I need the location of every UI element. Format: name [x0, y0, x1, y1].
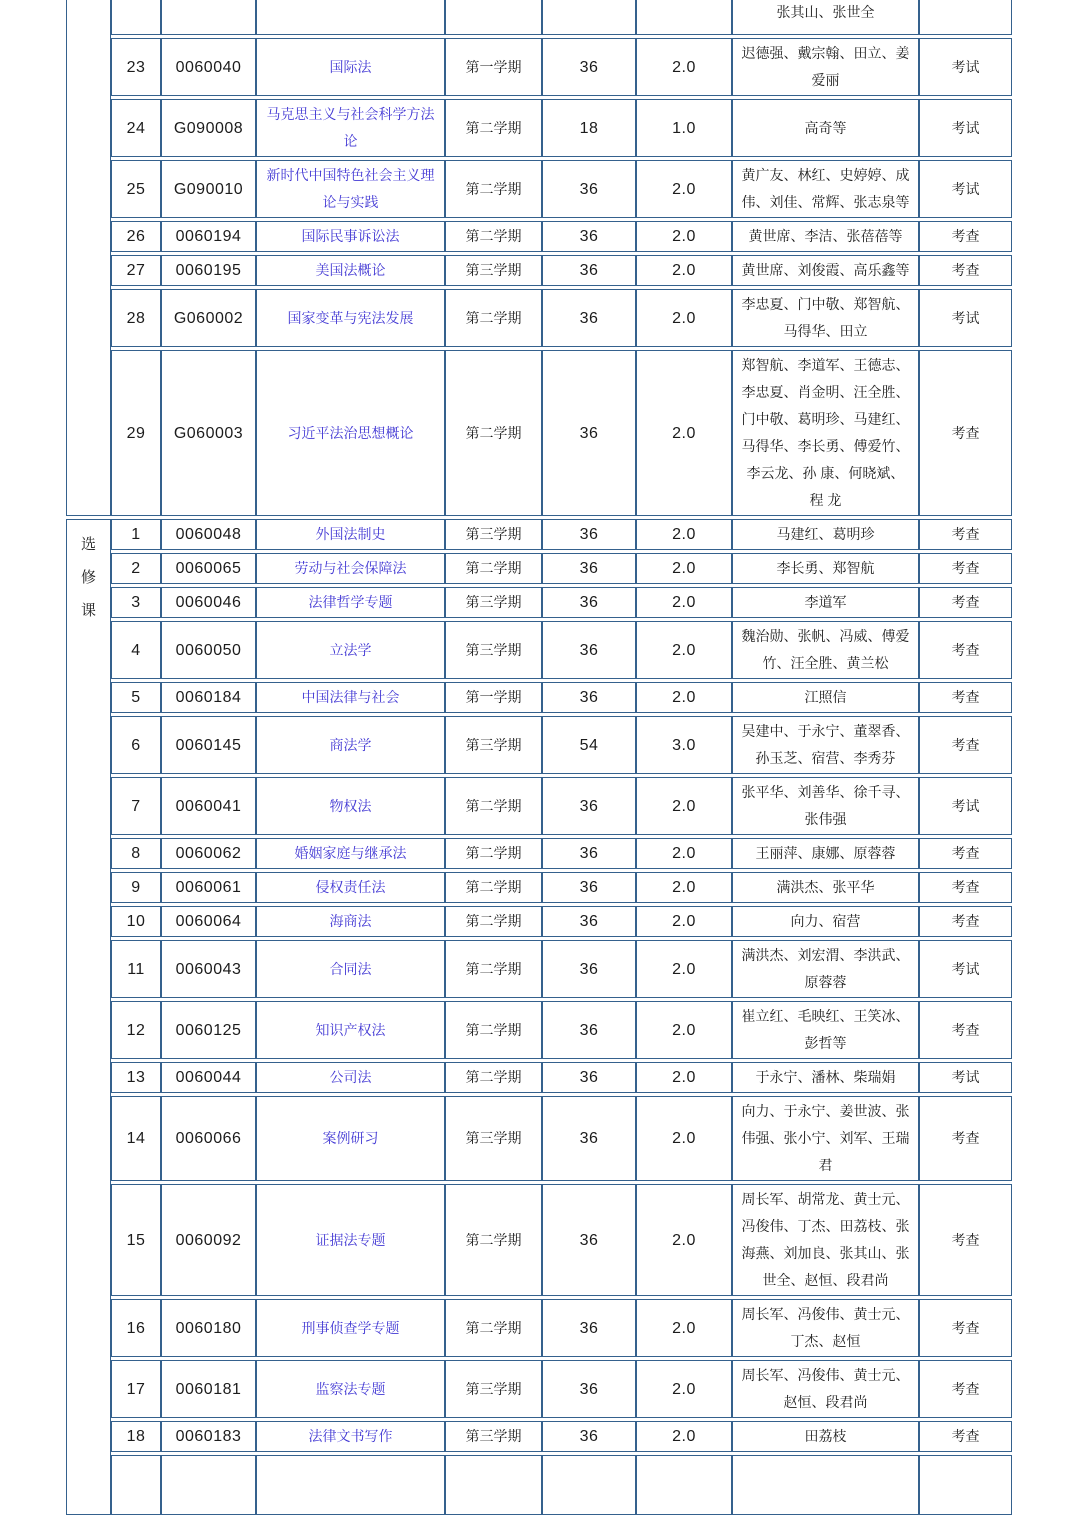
exam-type-cell: 考查	[919, 587, 1012, 618]
hours-cell: 36	[542, 1360, 636, 1418]
exam-type-cell: 考查	[919, 1421, 1012, 1452]
course-name-cell	[256, 838, 445, 869]
course-name-cell	[256, 1184, 445, 1296]
course-name-link[interactable]: 国际民事诉讼法	[301, 228, 400, 244]
table-row	[66, 1096, 1012, 1181]
credits-cell: 2.0	[636, 587, 732, 618]
hours-cell: 36	[542, 553, 636, 584]
course-name-link[interactable]: 案例研习	[322, 1130, 379, 1146]
teachers-cell: 满洪杰、刘宏渭、李洪武、原蓉蓉	[732, 940, 919, 998]
hours-cell: 36	[542, 1096, 636, 1181]
course-name-link[interactable]: 海商法	[329, 913, 372, 929]
course-code-cell-empty	[161, 1455, 256, 1515]
credits-cell: 2.0	[636, 838, 732, 869]
course-name-link[interactable]: 合同法	[329, 960, 372, 977]
semester-cell: 第二学期	[445, 1001, 542, 1059]
course-name-cell	[256, 940, 445, 998]
course-code-cell: 0060041	[161, 777, 256, 835]
exam-type-cell: 考试	[919, 160, 1012, 218]
course-name-cell	[256, 221, 445, 252]
course-name-cell	[256, 99, 445, 157]
course-code-cell: 0060065	[161, 553, 256, 584]
course-name-cell	[256, 255, 445, 286]
table-row	[66, 1001, 1012, 1059]
course-name-cell	[256, 621, 445, 679]
semester-cell: 第三学期	[445, 1421, 542, 1452]
row-number-cell: 2	[111, 553, 161, 584]
row-number-cell: 1	[111, 519, 161, 550]
teachers-cell: 李长勇、郑智航	[732, 553, 919, 584]
table-row	[66, 940, 1012, 998]
category-elective-label: 修	[80, 569, 96, 586]
teachers-cell: 李道军	[732, 587, 919, 618]
category-elective-label: 选	[80, 536, 96, 553]
exam-type-cell: 考查	[919, 519, 1012, 550]
semester-cell-empty	[445, 1455, 542, 1515]
course-name-cell	[256, 777, 445, 835]
teachers-cell: 迟德强、戴宗翰、田立、姜爱丽	[732, 38, 919, 96]
table-row	[66, 38, 1012, 96]
hours-cell: 36	[542, 1421, 636, 1452]
credits-cell: 2.0	[636, 1062, 732, 1093]
credits-cell-empty	[636, 0, 732, 35]
semester-cell: 第二学期	[445, 289, 542, 347]
course-name-link[interactable]: 国家变革与宪法发展	[287, 309, 414, 326]
category-cell-empty	[66, 0, 111, 516]
course-name-cell	[256, 1001, 445, 1059]
semester-cell: 第三学期	[445, 1360, 542, 1418]
hours-cell: 36	[542, 587, 636, 618]
row-number-cell: 11	[111, 940, 161, 998]
table-row	[66, 716, 1012, 774]
credits-cell: 2.0	[636, 160, 732, 218]
semester-cell: 第三学期	[445, 587, 542, 618]
course-name-link[interactable]: 监察法专题	[315, 1380, 386, 1397]
exam-type-cell: 考试	[919, 38, 1012, 96]
course-name-link[interactable]: 侵权责任法	[315, 879, 386, 895]
hours-cell: 36	[542, 872, 636, 903]
table-row	[66, 221, 1012, 252]
course-table	[66, 0, 1012, 1518]
course-name-cell-empty	[256, 0, 445, 35]
table-row	[66, 682, 1012, 713]
hours-cell: 36	[542, 1299, 636, 1357]
table-row	[66, 1421, 1012, 1452]
course-name-link[interactable]: 婚姻家庭与继承法	[294, 845, 407, 861]
exam-type-cell: 考试	[919, 289, 1012, 347]
course-name-link[interactable]: 证据法专题	[315, 1231, 386, 1248]
course-name-cell	[256, 1421, 445, 1452]
credits-cell: 2.0	[636, 1299, 732, 1357]
teachers-cell: 黄广友、林红、史婷婷、成伟、刘佳、常辉、张志泉等	[732, 160, 919, 218]
semester-cell: 第二学期	[445, 906, 542, 937]
exam-type-cell-empty	[919, 0, 1012, 35]
row-number-cell-empty	[111, 1455, 161, 1515]
course-code-cell: 0060062	[161, 838, 256, 869]
row-number-cell: 13	[111, 1062, 161, 1093]
table-row	[66, 553, 1012, 584]
credits-cell: 2.0	[636, 350, 732, 516]
credits-cell: 2.0	[636, 1001, 732, 1059]
course-code-cell: 0060061	[161, 872, 256, 903]
credits-cell: 2.0	[636, 519, 732, 550]
exam-type-cell: 考查	[919, 906, 1012, 937]
course-code-cell: 0060044	[161, 1062, 256, 1093]
credits-cell: 2.0	[636, 38, 732, 96]
credits-cell: 2.0	[636, 255, 732, 286]
exam-type-cell: 考查	[919, 621, 1012, 679]
course-code-cell: 0060184	[161, 682, 256, 713]
row-number-cell: 23	[111, 38, 161, 96]
row-number-cell: 3	[111, 587, 161, 618]
exam-type-cell: 考查	[919, 1096, 1012, 1181]
row-number-cell: 27	[111, 255, 161, 286]
course-code-cell: G090010	[161, 160, 256, 218]
course-code-cell: 0060145	[161, 716, 256, 774]
teachers-cell: 向力、宿营	[732, 906, 919, 937]
course-name-cell	[256, 1096, 445, 1181]
credits-cell: 2.0	[636, 1096, 732, 1181]
course-code-cell-empty	[161, 0, 256, 35]
teachers-cell: 黄世席、刘俊霞、高乐鑫等	[732, 255, 919, 286]
teachers-cell: 李忠夏、门中敬、郑智航、马得华、田立	[732, 289, 919, 347]
semester-cell: 第二学期	[445, 350, 542, 516]
course-name-link[interactable]: 商法学	[329, 736, 372, 753]
table-row	[66, 621, 1012, 679]
course-name-link[interactable]: 知识产权法	[315, 1021, 386, 1038]
course-code-cell: 0060046	[161, 587, 256, 618]
semester-cell: 第二学期	[445, 872, 542, 903]
course-code-cell: 0060066	[161, 1096, 256, 1181]
hours-cell: 36	[542, 682, 636, 713]
row-number-cell: 17	[111, 1360, 161, 1418]
row-number-cell: 10	[111, 906, 161, 937]
teachers-cell: 郑智航、李道军、王德志、李忠夏、肖金明、汪全胜、门中敬、葛明珍、马建红、马得华、李长勇、傅爱竹、李云龙、孙 康、何晓斌、程 龙	[732, 350, 919, 516]
table-row	[66, 99, 1012, 157]
row-number-cell: 29	[111, 350, 161, 516]
hours-cell: 36	[542, 38, 636, 96]
hours-cell: 36	[542, 621, 636, 679]
teachers-cell: 吴建中、于永宁、董翠香、孙玉芝、宿营、李秀芬	[732, 716, 919, 774]
table-row	[66, 350, 1012, 516]
semester-cell: 第二学期	[445, 838, 542, 869]
course-name-cell	[256, 519, 445, 550]
credits-cell: 2.0	[636, 289, 732, 347]
semester-cell: 第一学期	[445, 38, 542, 96]
row-number-cell: 18	[111, 1421, 161, 1452]
exam-type-cell: 考查	[919, 838, 1012, 869]
course-code-cell: 0060043	[161, 940, 256, 998]
table-row	[66, 160, 1012, 218]
semester-cell: 第二学期	[445, 99, 542, 157]
credits-cell: 2.0	[636, 872, 732, 903]
course-code-cell: 0060048	[161, 519, 256, 550]
row-number-cell: 26	[111, 221, 161, 252]
row-number-cell: 25	[111, 160, 161, 218]
hours-cell: 36	[542, 350, 636, 516]
exam-type-cell: 考查	[919, 682, 1012, 713]
course-name-link[interactable]: 劳动与社会保障法	[294, 560, 407, 576]
course-name-link[interactable]: 习近平法治思想概论	[287, 424, 414, 441]
teachers-cell: 向力、于永宁、姜世波、张伟强、张小宁、刘军、王瑞君	[732, 1096, 919, 1181]
semester-cell: 第三学期	[445, 716, 542, 774]
teachers-cell: 周长军、胡常龙、黄士元、冯俊伟、丁杰、田荔枝、张海燕、刘加良、张其山、张世全、赵恒、段君尚	[732, 1184, 919, 1296]
course-name-link[interactable]: 法律文书写作	[308, 1428, 393, 1444]
exam-type-cell: 考试	[919, 1062, 1012, 1093]
course-name-cell	[256, 587, 445, 618]
hours-cell: 36	[542, 906, 636, 937]
course-code-cell: 0060125	[161, 1001, 256, 1059]
course-name-link[interactable]: 物权法	[329, 797, 372, 814]
semester-cell: 第一学期	[445, 682, 542, 713]
table-row	[66, 255, 1012, 286]
credits-cell: 2.0	[636, 940, 732, 998]
semester-cell: 第三学期	[445, 1096, 542, 1181]
row-number-cell: 28	[111, 289, 161, 347]
hours-cell: 36	[542, 777, 636, 835]
table-row-partial-bottom	[66, 1455, 1012, 1515]
table-row	[66, 289, 1012, 347]
hours-cell: 36	[542, 519, 636, 550]
hours-cell: 36	[542, 160, 636, 218]
table-row	[66, 1062, 1012, 1093]
row-number-cell: 16	[111, 1299, 161, 1357]
semester-cell: 第二学期	[445, 1184, 542, 1296]
course-name-link[interactable]: 公司法	[329, 1069, 372, 1085]
teachers-cell: 周长军、冯俊伟、黄士元、赵恒、段君尚	[732, 1360, 919, 1418]
credits-cell: 2.0	[636, 221, 732, 252]
table-row	[66, 519, 1012, 550]
semester-cell-empty	[445, 0, 542, 35]
teachers-cell: 魏治勋、张帆、冯威、傅爱竹、汪全胜、黄兰松	[732, 621, 919, 679]
course-code-cell: 0060050	[161, 621, 256, 679]
row-number-cell: 6	[111, 716, 161, 774]
exam-type-cell: 考查	[919, 553, 1012, 584]
course-code-cell: 0060181	[161, 1360, 256, 1418]
course-name-cell	[256, 553, 445, 584]
table-row	[66, 1299, 1012, 1357]
teachers-cell: 田荔枝	[732, 1421, 919, 1452]
row-number-cell: 15	[111, 1184, 161, 1296]
credits-cell: 2.0	[636, 1360, 732, 1418]
semester-cell: 第三学期	[445, 621, 542, 679]
semester-cell: 第二学期	[445, 553, 542, 584]
course-code-cell: 0060195	[161, 255, 256, 286]
semester-cell: 第三学期	[445, 519, 542, 550]
exam-type-cell: 考试	[919, 940, 1012, 998]
course-name-cell	[256, 872, 445, 903]
teachers-cell: 张平华、刘善华、徐千寻、张伟强	[732, 777, 919, 835]
table-row	[66, 838, 1012, 869]
course-code-cell: 0060040	[161, 38, 256, 96]
hours-cell: 36	[542, 255, 636, 286]
course-name-link[interactable]: 国际法	[329, 58, 372, 75]
credits-cell: 2.0	[636, 777, 732, 835]
course-name-link[interactable]: 法律哲学专题	[308, 594, 393, 610]
course-name-link[interactable]: 刑事侦查学专题	[301, 1319, 400, 1336]
category-cell-elective	[66, 519, 111, 1515]
course-name-link[interactable]: 外国法制史	[315, 526, 386, 542]
hours-cell: 54	[542, 716, 636, 774]
course-name-link[interactable]: 美国法概论	[315, 262, 386, 278]
table-row	[66, 906, 1012, 937]
exam-type-cell: 考查	[919, 872, 1012, 903]
exam-type-cell: 考查	[919, 1184, 1012, 1296]
teachers-cell: 高奇等	[732, 99, 919, 157]
course-name-link[interactable]: 中国法律与社会	[301, 689, 400, 705]
course-name-cell	[256, 38, 445, 96]
teachers-cell: 黄世席、李洁、张蓓蓓等	[732, 221, 919, 252]
semester-cell: 第三学期	[445, 255, 542, 286]
course-name-cell	[256, 906, 445, 937]
course-code-cell: 0060180	[161, 1299, 256, 1357]
row-number-cell-empty	[111, 0, 161, 35]
row-number-cell: 8	[111, 838, 161, 869]
teachers-cell: 张其山、张世全	[732, 0, 919, 35]
course-code-cell: 0060194	[161, 221, 256, 252]
course-name-link[interactable]: 新时代中国特色社会主义理论与实践	[266, 167, 435, 210]
row-number-cell: 24	[111, 99, 161, 157]
course-code-cell: 0060092	[161, 1184, 256, 1296]
teachers-cell: 王丽萍、康娜、原蓉蓉	[732, 838, 919, 869]
category-elective-label: 课	[80, 602, 96, 619]
exam-type-cell-empty	[919, 1455, 1012, 1515]
credits-cell: 2.0	[636, 906, 732, 937]
course-code-cell: 0060183	[161, 1421, 256, 1452]
table-row	[66, 1360, 1012, 1418]
table-row-partial-top	[66, 0, 1012, 35]
course-name-link[interactable]: 马克思主义与社会科学方法论	[266, 106, 435, 149]
credits-cell: 2.0	[636, 682, 732, 713]
exam-type-cell: 考查	[919, 1001, 1012, 1059]
course-name-cell	[256, 682, 445, 713]
table-row	[66, 1184, 1012, 1296]
teachers-cell-empty	[732, 1455, 919, 1515]
teachers-cell: 江照信	[732, 682, 919, 713]
semester-cell: 第二学期	[445, 1299, 542, 1357]
teachers-cell: 周长军、冯俊伟、黄士元、丁杰、赵恒	[732, 1299, 919, 1357]
credits-cell: 2.0	[636, 621, 732, 679]
hours-cell: 18	[542, 99, 636, 157]
semester-cell: 第二学期	[445, 1062, 542, 1093]
exam-type-cell: 考查	[919, 350, 1012, 516]
course-name-link[interactable]: 立法学	[329, 641, 372, 658]
row-number-cell: 4	[111, 621, 161, 679]
hours-cell: 36	[542, 1062, 636, 1093]
hours-cell: 36	[542, 838, 636, 869]
teachers-cell: 于永宁、潘林、柴瑞娟	[732, 1062, 919, 1093]
course-name-cell	[256, 1062, 445, 1093]
course-name-cell	[256, 160, 445, 218]
row-number-cell: 9	[111, 872, 161, 903]
course-code-cell: G060003	[161, 350, 256, 516]
row-number-cell: 7	[111, 777, 161, 835]
exam-type-cell: 考查	[919, 716, 1012, 774]
course-code-cell: G060002	[161, 289, 256, 347]
teachers-cell: 崔立红、毛映红、王笑冰、彭哲等	[732, 1001, 919, 1059]
credits-cell: 2.0	[636, 1421, 732, 1452]
course-name-cell	[256, 289, 445, 347]
exam-type-cell: 考查	[919, 255, 1012, 286]
course-name-cell	[256, 350, 445, 516]
exam-type-cell: 考查	[919, 221, 1012, 252]
teachers-cell: 马建红、葛明珍	[732, 519, 919, 550]
table-row	[66, 777, 1012, 835]
course-name-cell	[256, 716, 445, 774]
course-code-cell: 0060064	[161, 906, 256, 937]
hours-cell: 36	[542, 1001, 636, 1059]
hours-cell: 36	[542, 221, 636, 252]
semester-cell: 第二学期	[445, 160, 542, 218]
teachers-cell: 满洪杰、张平华	[732, 872, 919, 903]
hours-cell-empty	[542, 0, 636, 35]
credits-cell-empty	[636, 1455, 732, 1515]
semester-cell: 第二学期	[445, 221, 542, 252]
credits-cell: 1.0	[636, 99, 732, 157]
hours-cell: 36	[542, 1184, 636, 1296]
course-code-cell: G090008	[161, 99, 256, 157]
exam-type-cell: 考试	[919, 777, 1012, 835]
credits-cell: 3.0	[636, 716, 732, 774]
semester-cell: 第二学期	[445, 777, 542, 835]
exam-type-cell: 考试	[919, 99, 1012, 157]
credits-cell: 2.0	[636, 553, 732, 584]
course-name-cell-empty	[256, 1455, 445, 1515]
row-number-cell: 5	[111, 682, 161, 713]
row-number-cell: 12	[111, 1001, 161, 1059]
table-row	[66, 872, 1012, 903]
exam-type-cell: 考查	[919, 1299, 1012, 1357]
hours-cell: 36	[542, 289, 636, 347]
course-name-cell	[256, 1360, 445, 1418]
hours-cell: 36	[542, 940, 636, 998]
row-number-cell: 14	[111, 1096, 161, 1181]
semester-cell: 第二学期	[445, 940, 542, 998]
table-row	[66, 587, 1012, 618]
credits-cell: 2.0	[636, 1184, 732, 1296]
course-name-cell	[256, 1299, 445, 1357]
exam-type-cell: 考查	[919, 1360, 1012, 1418]
hours-cell-empty	[542, 1455, 636, 1515]
